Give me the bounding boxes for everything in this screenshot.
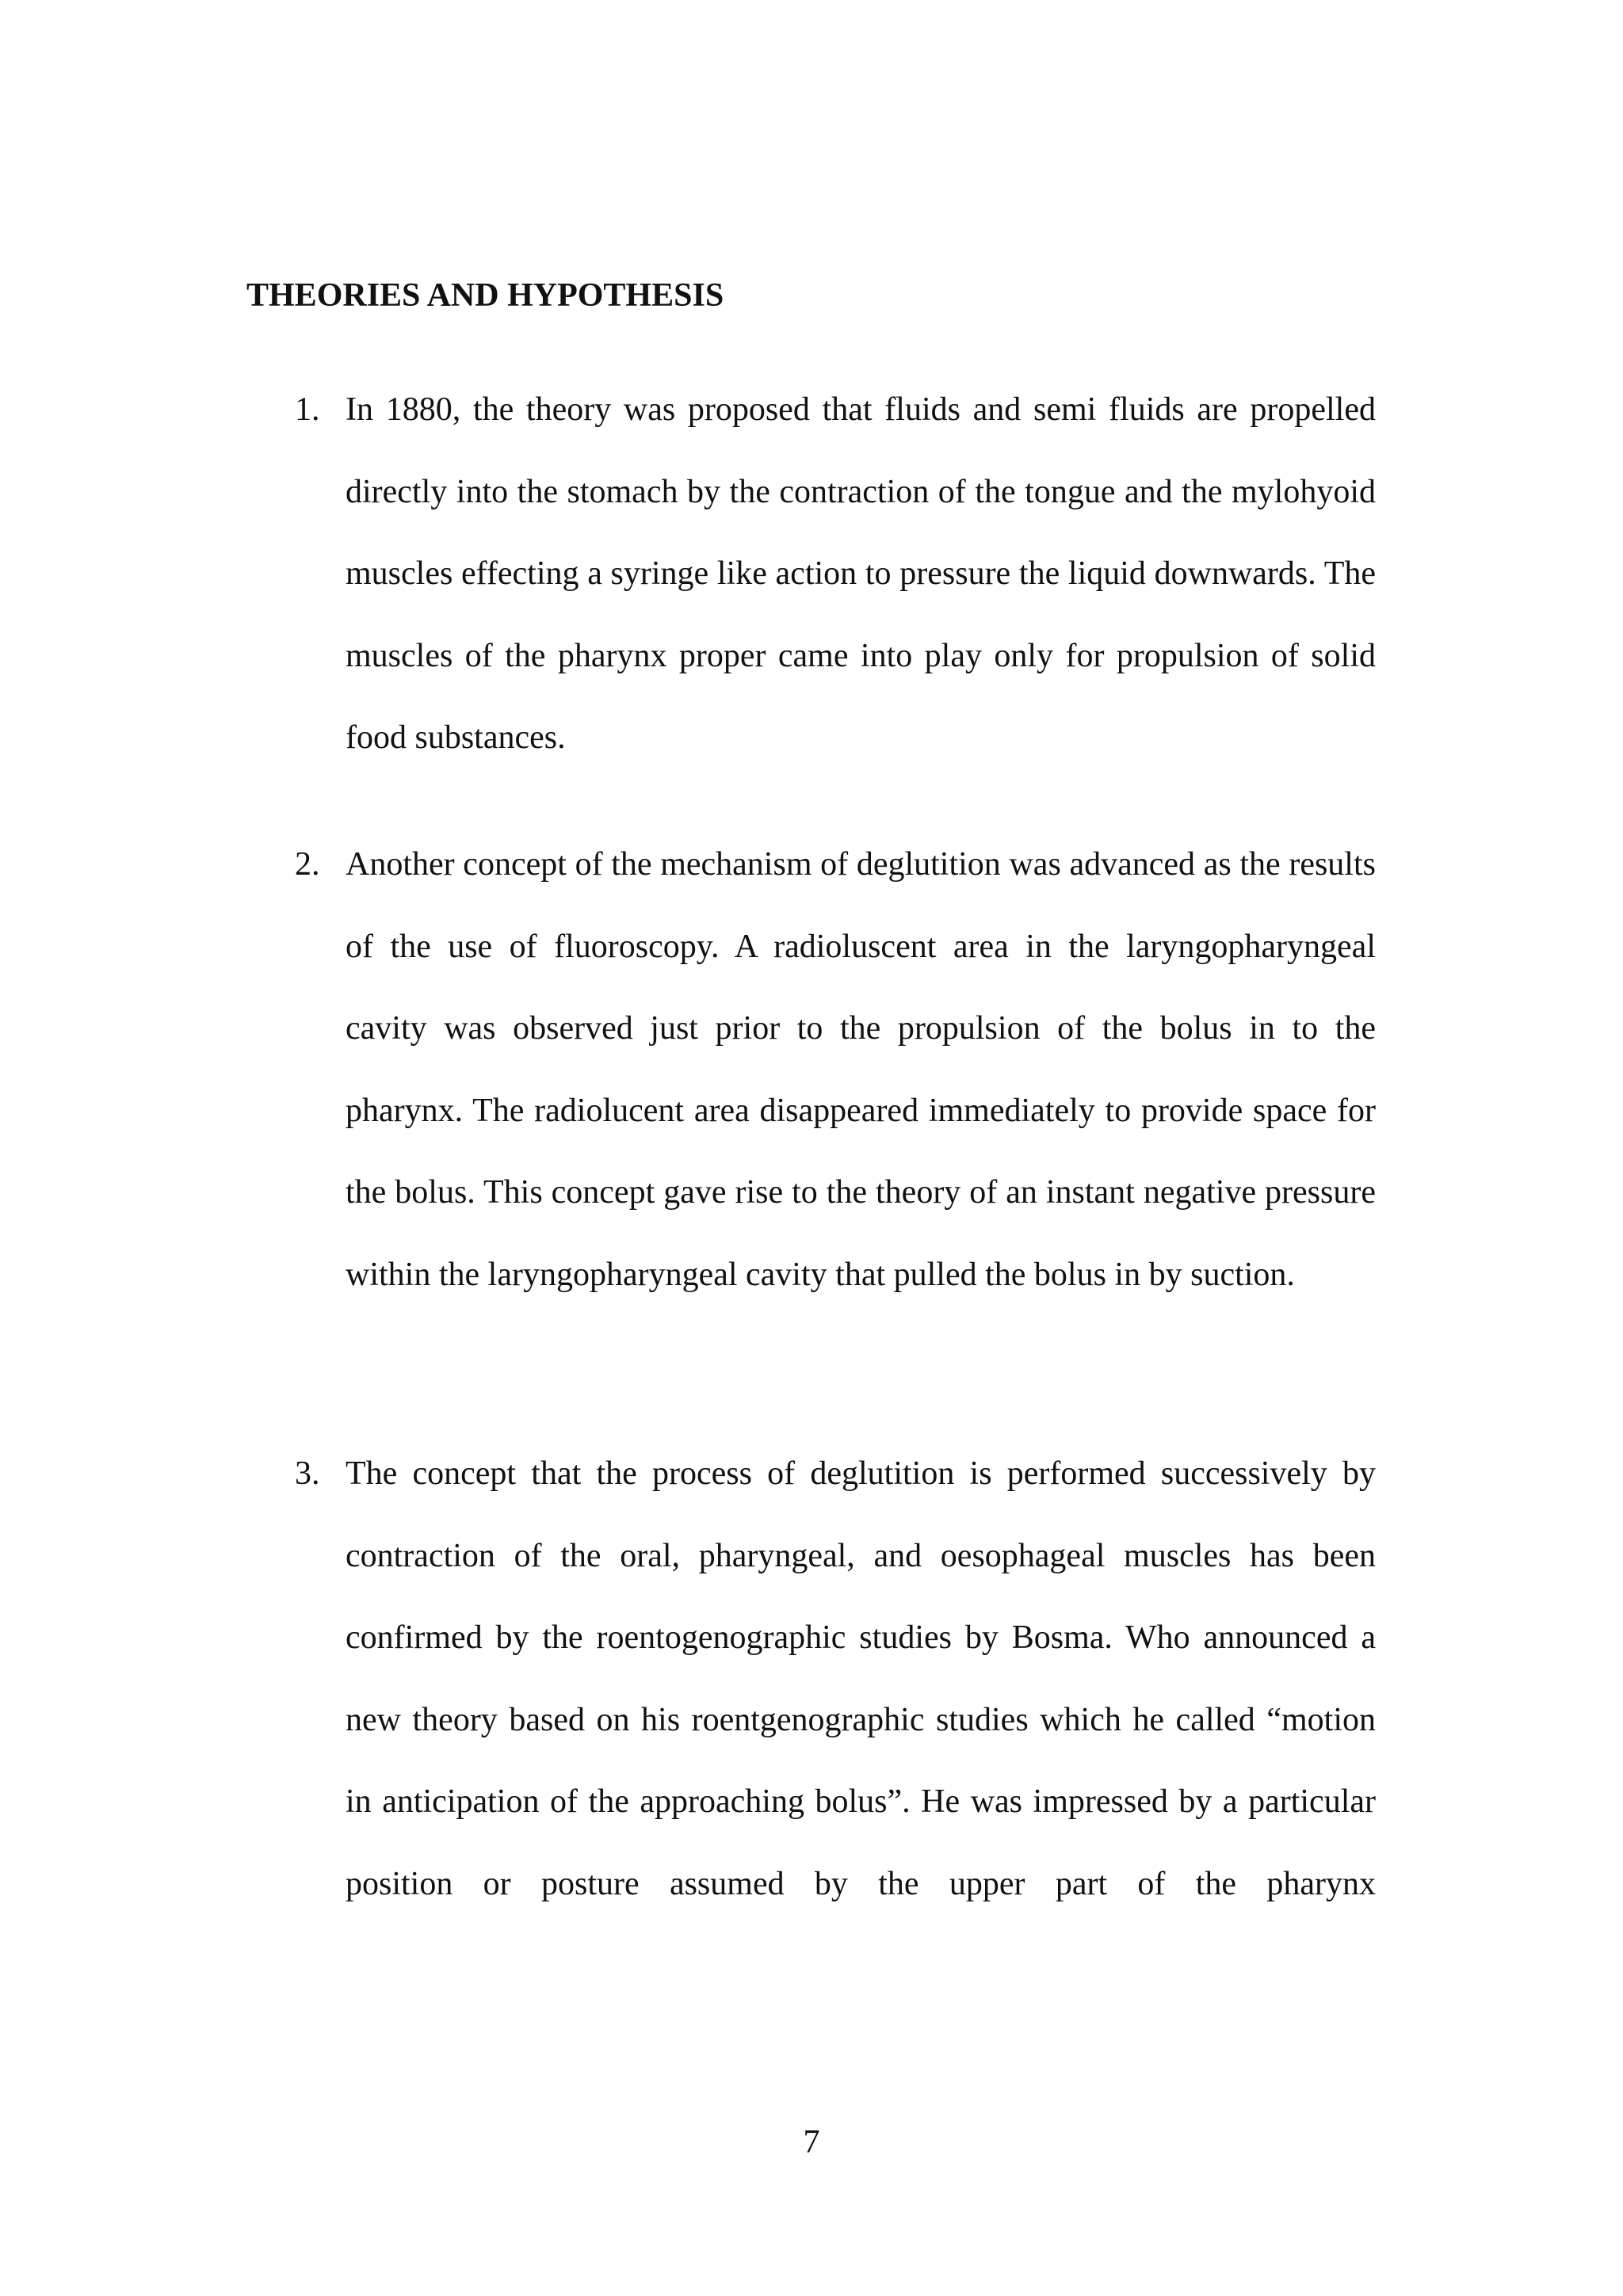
list-item-number: 1. — [295, 391, 320, 428]
list-item-text: In 1880, the theory was proposed that fluids and semi fluids are propelled directly into the stomach by the contraction of the tongue and the mylohyoid muscles effecting a syringe like action to pressure the liquid downwards. The muscles of the pharynx proper came into play only for propulsion of solid food substances. — [346, 391, 1376, 756]
list-item — [295, 1433, 1376, 1925]
list-item-number: 3. — [295, 1455, 320, 1492]
list-item — [295, 369, 1376, 780]
list-item-text: Another concept of the mechanism of deglutition was advanced as the results of the use of fluoroscopy. A radioluscent area in the laryngopharyngeal cavity was observed just prior to the propulsion of the bolus in to the pharynx. The radiolucent area disappeared immediately to provide space for the bolus. This concept gave rise to the theory of an instant negative pressure within the laryngopharyngeal cavity that pulled the bolus in by suction. — [346, 846, 1376, 1293]
list-item — [295, 824, 1376, 1316]
section-heading: THEORIES AND HYPOTHESIS — [246, 277, 724, 314]
list-item-text: The concept that the process of deglutition is performed successively by contraction of the oral, pharyngeal, and oesophageal muscles has been confirmed by the roentogenographic studies by Bosma. Who announced a new theory based on his roentgenographic studies which he called “motion in anticipation of the approaching bolus”. He was impressed by a particular position or posture assumed by the upper part of the pharynx — [346, 1455, 1376, 1902]
list-item-number: 2. — [295, 846, 320, 883]
page-number: 7 — [803, 2124, 820, 2161]
